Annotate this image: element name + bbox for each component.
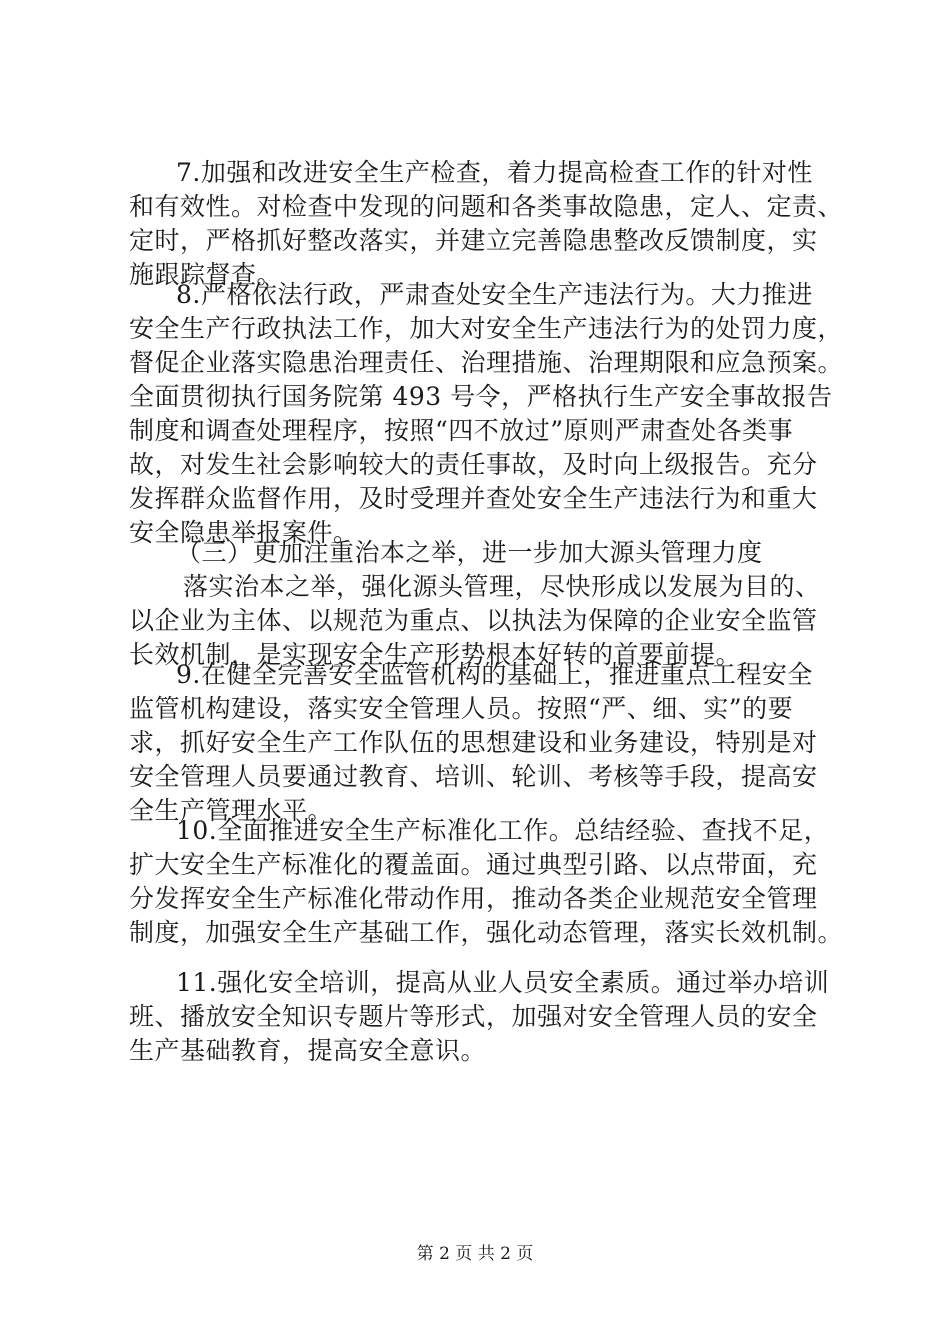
text-line: 故，对发生社会影响较大的责任事故，及时向上级报告。充分 [129, 450, 818, 479]
text-line: 长效机制，是实现安全生产形势根本好转的首要前提。 [129, 640, 742, 669]
text-line: 生产基础教育，提高安全意识。 [129, 1036, 487, 1065]
text-line: 制度，加强安全生产基础工作，强化动态管理，落实长效机制。 [129, 918, 844, 947]
text-line: 9.在健全完善安全监管机构的基础上，推进重点工程安全 [176, 660, 813, 689]
text-line: 施跟踪督查。 [129, 260, 283, 289]
text-line: 11.强化安全培训，提高从业人员安全素质。通过举办培训 [176, 968, 830, 997]
text-line: 求，抓好安全生产工作队伍的思想建设和业务建设，特别是对 [129, 728, 818, 757]
text-line: 分发挥安全生产标准化带动作用，推动各类企业规范安全管理 [129, 884, 818, 913]
page-footer: 第 2 页 共 2 页 [416, 1244, 534, 1264]
text-line: 全生产管理水平。 [129, 796, 334, 825]
text-line: 制度和调查处理程序，按照“四不放过”原则严肃查处各类事 [129, 416, 794, 445]
text-line: 安全管理人员要通过教育、培训、轮训、考核等手段，提高安 [129, 762, 818, 791]
text-line: 以企业为主体、以规范为重点、以执法为保障的企业安全监管 [129, 606, 818, 635]
text-line: 安全生产行政执法工作，加大对安全生产违法行为的处罚力度， [129, 314, 844, 343]
text-line: 班、播放安全知识专题片等形式，加强对安全管理人员的安全 [129, 1002, 818, 1031]
text-line: 8.严格依法行政，严肃查处安全生产违法行为。大力推进 [176, 280, 813, 309]
text-line: （三）更加注重治本之举，进一步加大源头管理力度 [176, 538, 763, 567]
text-line: 定时，严格抓好整改落实，并建立完善隐患整改反馈制度，实 [129, 226, 818, 255]
text-line: 和有效性。对检查中发现的问题和各类事故隐患，定人、定责、 [129, 192, 844, 221]
text-line: 发挥群众监督作用，及时受理并查处安全生产违法行为和重大 [129, 484, 818, 513]
text-line: 全面贯彻执行国务院第 493 号令，严格执行生产安全事故报告 [129, 382, 833, 411]
text-line: 落实治本之举，强化源头管理，尽快形成以发展为目的、 [183, 572, 821, 601]
text-line: 监管机构建设，落实安全管理人员。按照“严、细、实”的要 [129, 694, 794, 723]
text-line: 安全隐患举报案件。 [129, 518, 359, 547]
text-line: 7.加强和改进安全生产检查，着力提高检查工作的针对性 [176, 158, 813, 187]
text-line: 督促企业落实隐患治理责任、治理措施、治理期限和应急预案。 [129, 348, 844, 377]
text-line: 10.全面推进安全生产标准化工作。总结经验、查找不足， [176, 816, 830, 845]
text-line: 扩大安全生产标准化的覆盖面。通过典型引路、以点带面，充 [129, 850, 818, 879]
